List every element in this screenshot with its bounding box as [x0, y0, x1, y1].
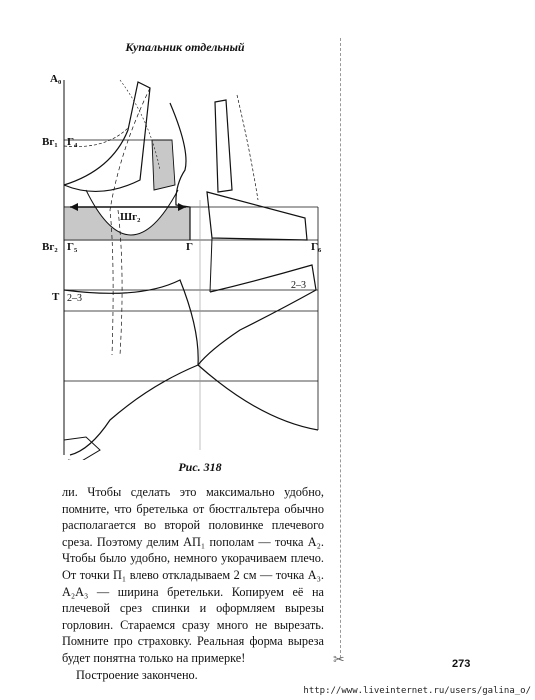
label-g: Г — [186, 241, 193, 253]
figure-caption: Рис. 318 — [178, 460, 222, 474]
back-top — [207, 192, 307, 240]
label-vg1: Вг₁ — [42, 136, 58, 148]
label-g4: Г₄ — [67, 136, 78, 148]
back-strap-dashed — [237, 95, 258, 200]
label-t: Т — [52, 291, 60, 303]
armhole-shade — [152, 140, 175, 190]
label-g5: Г₅ — [67, 241, 78, 253]
scissors-icon: ✂ — [333, 652, 345, 668]
cut-line — [340, 38, 341, 658]
source-url[interactable]: http://www.liveinternet.ru/users/galina_o/ — [303, 686, 531, 696]
page-title: Купальник отдельный — [125, 40, 245, 54]
label-g6: Г₆ — [311, 241, 322, 253]
page-number: 273 — [452, 658, 471, 670]
label-vg2: Вг₂ — [42, 241, 58, 253]
lower-front — [64, 280, 198, 455]
body-text — [62, 484, 324, 683]
label-t-left: 2–3 — [67, 293, 82, 304]
pattern-figure — [0, 60, 340, 460]
back-strap — [215, 100, 232, 192]
label-shg2: Шг₂ — [120, 211, 141, 223]
paragraph-final: Построение закончено. — [76, 667, 198, 682]
label-t-right: 2–3 — [291, 280, 306, 291]
label-a0: А₀ — [50, 73, 62, 85]
back-side — [210, 238, 212, 292]
paragraph-main: ли. Чтобы сделать это максимально удобно, помните, что бретелька от бюстгальтера обычно располагается во второй половинке плечевого среза. Поэтому делим АП₁ пополам — точка А₂. Чтобы было удобно, немного укорачиваем плечо. От точки П₁ влево откладываем 2 см — точка А₃. А₂А₃ — ширина бретельки. Копируем её на плечевой срез спинки и оформляем вырезы горловин. Стараемся сразу много не вырезать. Помните про страховку. Реальная форма выреза будет понятна только на примерке! — [62, 485, 324, 665]
lower-left-tab — [64, 437, 100, 460]
